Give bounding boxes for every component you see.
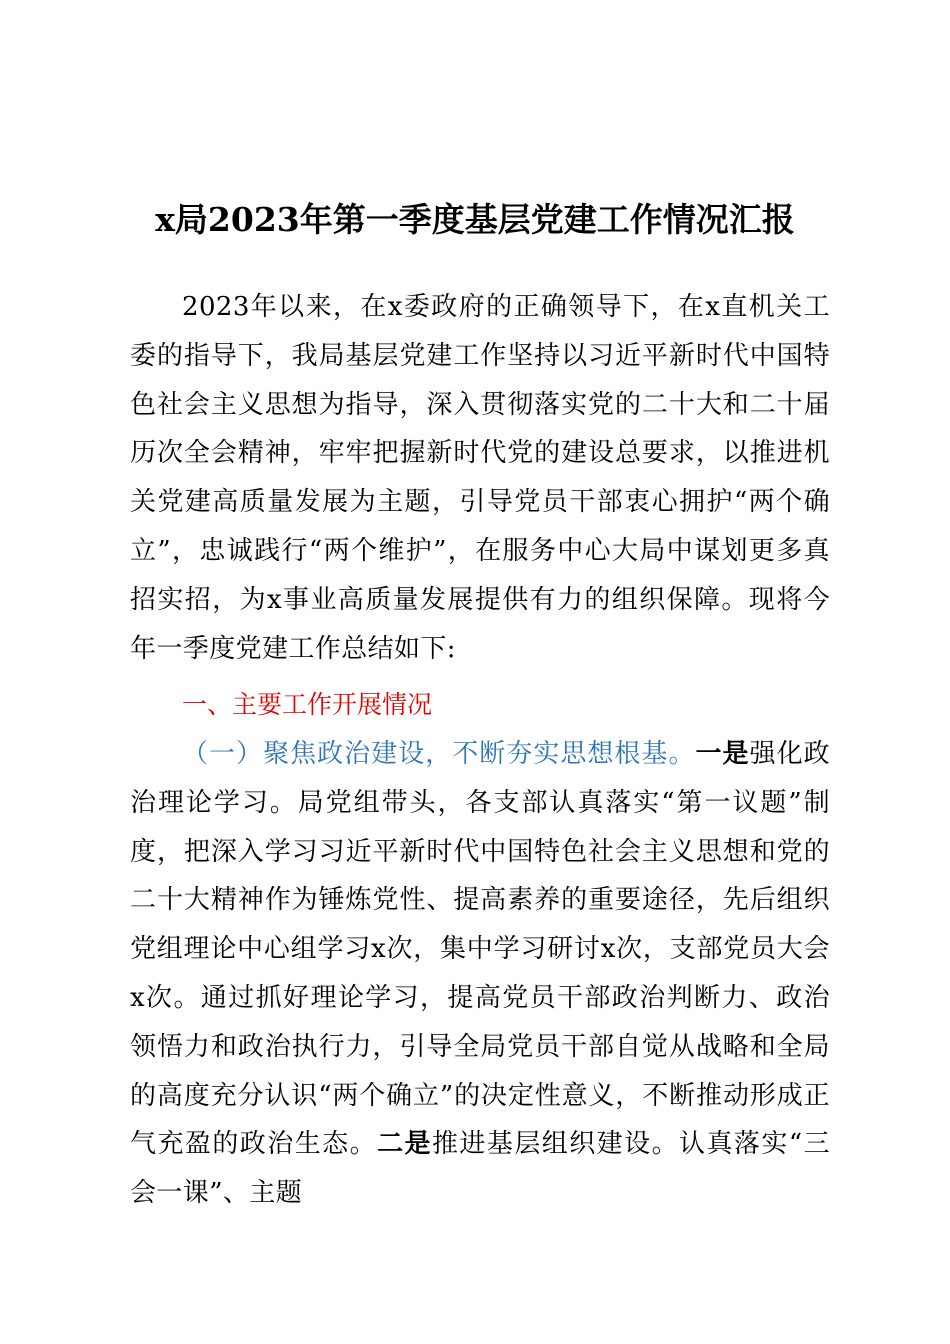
lead-marker-2: 二是 xyxy=(377,1129,432,1160)
lead-marker-1: 一是 xyxy=(695,739,750,769)
subsection-heading: （一）聚焦政治建设，不断夯实思想根基。 xyxy=(182,739,696,769)
body-paragraph xyxy=(130,730,830,1218)
paragraph-text-2: 推进基层组织建设。认真落实“三会一课”、主题 xyxy=(130,1129,830,1209)
paragraph-text-1: 强化政治理论学习。局党组带头，各支部认真落实“第一议题”制度，把深入学习习近平新时代中国特色社会主义思想和党的二十大精神作为锤炼党性、提高素养的重要途径，先后组织党组理论中心组学习x次，集中学习研讨x次，支部党员大会x次。通过抓好理论学习，提高党员干部政治判断力、政治领悟力和政治执行力，引导全局党员干部自觉从战略和全局的高度充分认识“两个确立”的决定性意义，不断推动形成正气充盈的政治生态。 xyxy=(130,739,830,1160)
document-title: x局2023年第一季度基层党建工作情况汇报 xyxy=(155,200,795,239)
intro-paragraph: 2023年以来，在x委政府的正确领导下，在x直机关工委的指导下，我局基层党建工作坚持以习近平新时代中国特色社会主义思想为指导，深入贯彻落实党的二十大和二十届历次全会精神，牢牢把握新时代党的建设总要求，以推进机关党建高质量发展为主题，引导党员干部衷心拥护“两个确立”，忠诚践行“两个维护”，在服务中心大局中谋划更多真招实招，为x事业高质量发展提供有力的组织保障。现将今年一季度党建工作总结如下: xyxy=(130,292,830,664)
section-heading: 一、主要工作开展情况 xyxy=(182,690,433,719)
